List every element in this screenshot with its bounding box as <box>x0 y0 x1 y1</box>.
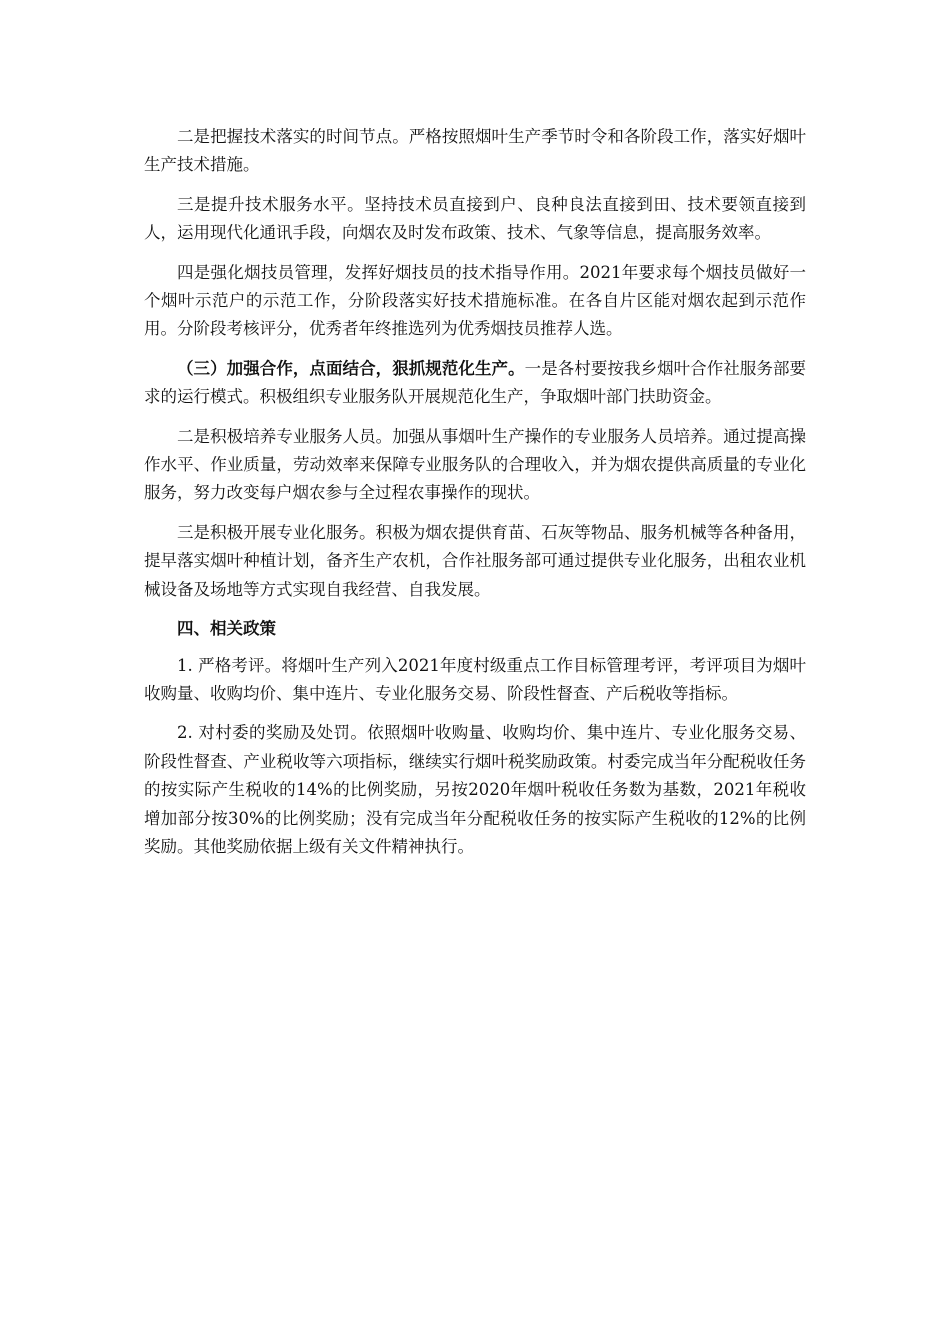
paragraph-technician-management: 四是强化烟技员管理，发挥好烟技员的技术指导作用。2021年要求每个烟技员做好一个烟叶示范户的示范工作，分阶段落实好技术措施标准。在各自片区能对烟农起到示范作用。分阶段考核评分，优秀者年终推选列为优秀烟技员推荐人选。 <box>144 262 806 339</box>
paragraph-service-level: 三是提升技术服务水平。坚持技术员直接到户、良种良法直接到田、技术要领直接到人，运用现代化通讯手段，向烟农及时发布政策、技术、气象等信息，提高服务效率。 <box>144 194 806 243</box>
section-heading-policies: 四、相关政策 <box>177 619 276 639</box>
document-page <box>144 123 806 872</box>
section-heading-cooperation: （三）加强合作，点面结合，狠抓规范化生产。 <box>177 358 525 378</box>
paragraph-strict-evaluation: 1. 严格考评。将烟叶生产列入2021年度村级重点工作目标管理考评，考评项目为烟叶收购量、收购均价、集中连片、专业化服务交易、阶段性督查、产后税收等指标。 <box>144 655 806 703</box>
paragraph-rewards-penalties: 2. 对村委的奖励及处罚。依照烟叶收购量、收购均价、集中连片、专业化服务交易、阶段性督查、产业税收等六项指标，继续实行烟叶税奖励政策。村委完成当年分配税收任务的按实际产生税收的14%的比例奖励，另按2020年烟叶税收任务数为基数，2021年税收增加部分按30%的比例奖励；没有完成当年分配税收任务的按实际产生税收的12%的比例奖励。其他奖励依据上级有关文件精神执行。 <box>144 723 806 856</box>
paragraph-training-staff: 二是积极培养专业服务人员。加强从事烟叶生产操作的专业服务人员培养。通过提高操作水平、作业质量，劳动效率来保障专业服务队的合理收入，并为烟农提供高质量的专业化服务，努力改变每户烟农参与全过程农事操作的现状。 <box>144 426 806 503</box>
paragraph-time-nodes: 二是把握技术落实的时间节点。严格按照烟叶生产季节时令和各阶段工作，落实好烟叶生产技术措施。 <box>144 127 806 175</box>
paragraph-cooperation-body: 一是各村要按我乡烟叶合作社服务部要求的运行模式。积极组织专业服务队开展规范化生产，争取烟叶部门扶助资金。 <box>144 358 807 407</box>
paragraph-cooperation <box>144 355 806 412</box>
paragraph-specialized-service: 三是积极开展专业化服务。积极为烟农提供育苗、石灰等物品、服务机械等各种备用，提早落实烟叶种植计划，备齐生产农机，合作社服务部可通过提供专业化服务，出租农业机械设备及场地等方式实现自我经营、自我发展。 <box>144 522 806 599</box>
